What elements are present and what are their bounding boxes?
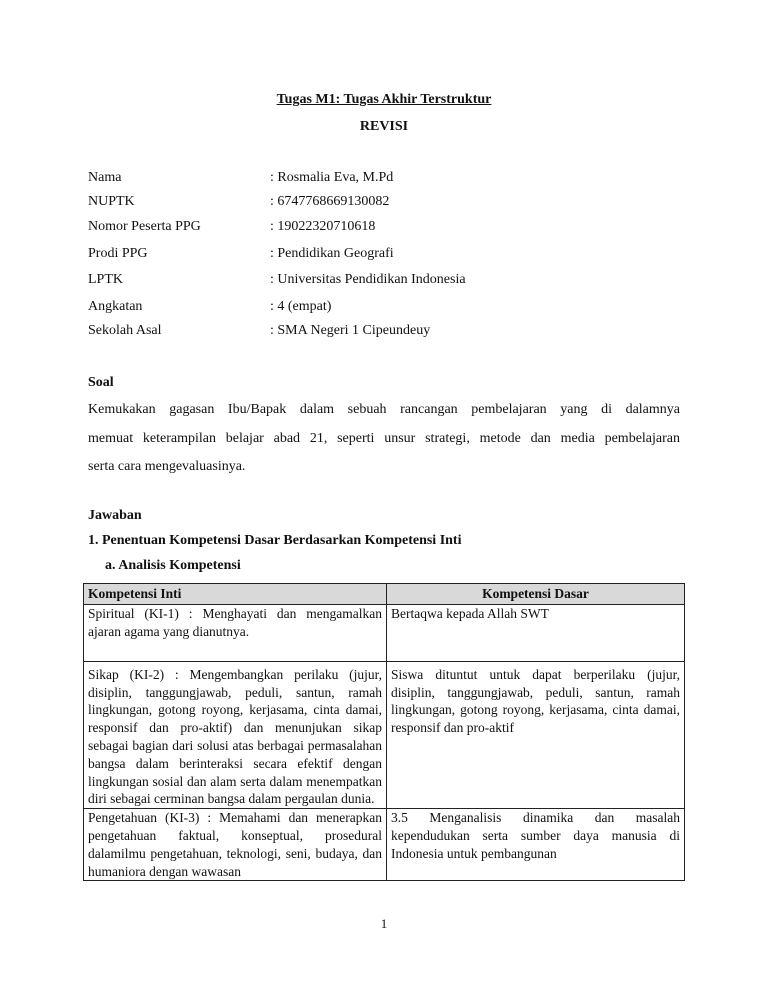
info-value: : 19022320710618 (270, 219, 376, 234)
soal-heading: Soal (88, 375, 114, 390)
cell-kd: Siswa dituntut untuk dapat berperilaku (jujur, disiplin, tanggungjawab, peduli, santun, ramah lingkungan, gotong royong, kerjasama, cinta damai, responsif dan pro-aktif (387, 661, 685, 808)
competency-table (83, 583, 685, 881)
subsection-heading-a: a. Analisis Kompetensi (105, 558, 241, 573)
info-label: LPTK (88, 272, 123, 287)
info-label: Prodi PPG (88, 246, 148, 261)
document-title: Tugas M1: Tugas Akhir Terstruktur (276, 92, 492, 107)
table-row (84, 604, 685, 661)
info-value: : SMA Negeri 1 Cipeundeuy (270, 323, 431, 338)
jawaban-heading: Jawaban (88, 508, 142, 523)
table-row (84, 661, 685, 808)
info-row-nuptk (88, 194, 688, 214)
soal-line-3: serta cara mengevaluasinya. (88, 459, 246, 474)
info-label: Nomor Peserta PPG (88, 219, 201, 234)
cell-kd: Bertaqwa kepada Allah SWT (387, 604, 685, 661)
info-label: Angkatan (88, 299, 143, 314)
info-value: : Rosmalia Eva, M.Pd (270, 170, 394, 185)
info-value: : Pendidikan Geografi (270, 246, 394, 261)
soal-line-1: Kemukakan gagasan Ibu/Bapak dalam sebuah rancangan pembelajaran yang di dalamnya (88, 402, 680, 417)
info-row-sekolah (88, 323, 688, 343)
info-value: : Universitas Pendidikan Indonesia (270, 272, 466, 287)
info-row-prodi (88, 246, 688, 266)
cell-kd: 3.5 Menganalisis dinamika dan masalah kependudukan serta sumber daya manusia di Indonesia untuk pembangunan (387, 809, 685, 881)
document-subtitle: REVISI (359, 119, 409, 134)
header-kompetensi-dasar: Kompetensi Dasar (387, 584, 685, 605)
info-label: Sekolah Asal (88, 323, 162, 338)
info-value: : 6747768669130082 (270, 194, 390, 209)
info-label: Nama (88, 170, 122, 185)
cell-ki: Spiritual (KI-1) : Menghayati dan mengamalkan ajaran agama yang dianutnya. (84, 604, 387, 661)
info-row-nomor-peserta (88, 219, 688, 239)
cell-ki: Pengetahuan (KI-3) : Memahami dan menerapkan pengetahuan faktual, konseptual, prosedural dalamilmu pengetahuan, teknologi, seni, budaya, dan humaniora dengan wawasan (84, 809, 387, 881)
info-row-lptk (88, 272, 688, 292)
info-label: NUPTK (88, 194, 135, 209)
soal-line-2: memuat keterampilan belajar abad 21, seperti unsur strategi, metode dan media pembelajaran (88, 431, 680, 446)
info-row-angkatan (88, 299, 688, 319)
page-number: 1 (380, 916, 388, 931)
info-value: : 4 (empat) (270, 299, 332, 314)
section-heading-1: 1. Penentuan Kompetensi Dasar Berdasarkan Kompetensi Inti (88, 533, 462, 548)
info-row-nama (88, 170, 688, 190)
table-header-row (84, 584, 685, 605)
table-row (84, 809, 685, 881)
cell-ki: Sikap (KI-2) : Mengembangkan perilaku (jujur, disiplin, tanggungjawab, peduli, santun, ramah lingkungan, gotong royong, kerjasama, cinta damai, responsif dan pro-aktif) dan menunjukan sikap sebagai bagian dari solusi atas berbagai permasalahan bangsa dalam berinteraksi secara efektif dengan lingkungan sosial dan alam serta dalam menempatkan diri sebagai cerminan bangsa dalam pergaulan dunia. (84, 661, 387, 808)
header-kompetensi-inti: Kompetensi Inti (84, 584, 387, 605)
